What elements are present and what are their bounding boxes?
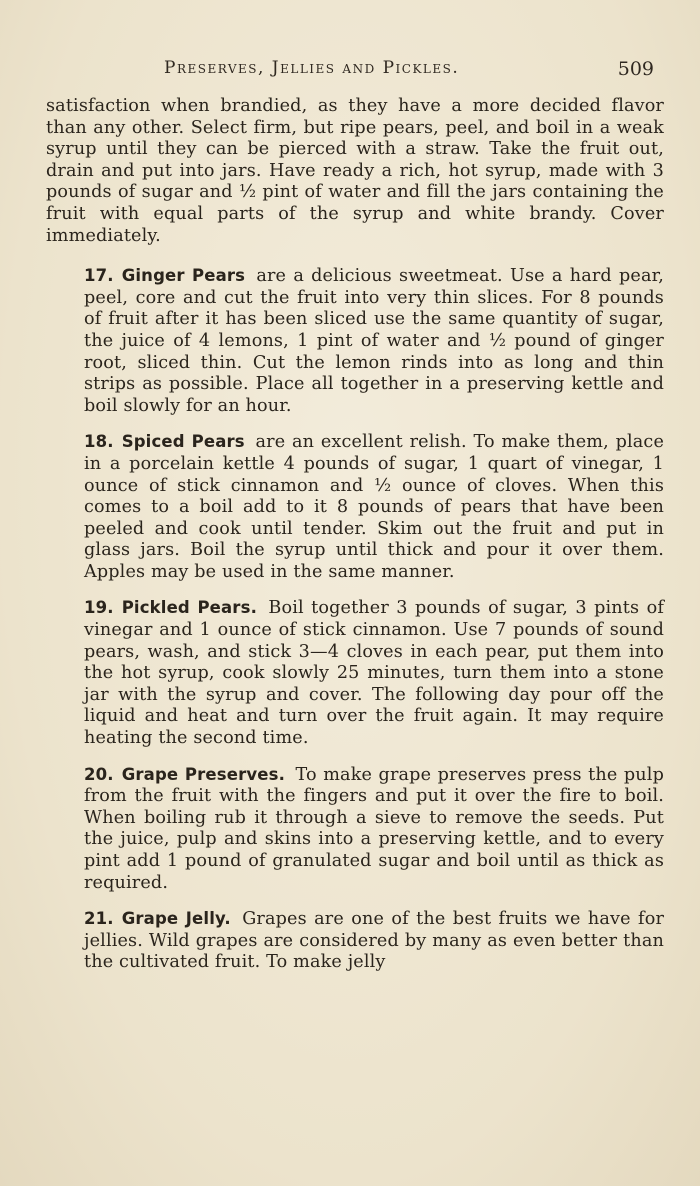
recipe-text: Grapes are one of the best fruits we have for jellies. Wild grapes are considered by many as even better than the cultivated fruit. To make jelly	[84, 909, 665, 973]
recipe-heading: Grape Preserves.	[121, 764, 285, 784]
recipe-number: 17.	[84, 266, 114, 286]
page-header	[0, 58, 700, 88]
recipe-heading: Ginger Pears	[121, 266, 246, 286]
page-body	[46, 96, 664, 988]
recipe-text: To make grape preserves press the pulp from the fruit with the fingers and put it over the fire to boil. When boiling rub it through a sieve to remove the seeds. Put the juice, pulp and skins into a preserving kettle, and to every pint add 1 pound of granulated sugar and boil until as thick as required.	[84, 764, 664, 893]
recipe-heading: Grape Jelly.	[121, 909, 231, 929]
recipe-heading: Spiced Pears	[121, 432, 245, 452]
paragraph-continued	[46, 96, 664, 247]
recipe-number: 20.	[84, 764, 114, 784]
recipe-pickled-pears	[46, 597, 664, 749]
recipe-spiced-pears	[46, 431, 664, 583]
recipe-grape-jelly	[46, 908, 664, 974]
recipe-ginger-pears	[46, 265, 664, 417]
page-number: 509	[617, 58, 654, 80]
running-head: Preserves, Jellies and Pickles.	[164, 58, 460, 78]
recipe-number: 18.	[84, 432, 114, 452]
paragraph-text: satisfaction when brandied, as they have a more decided flavor than any other. Select firm, but ripe pears, peel, and boil in a weak syrup until they can be pierced with a straw. Take the fruit out, drain and put into jars. Have ready a rich, hot syrup, made with 3 pounds of sugar and ½ pint of water and fill the jars containing the fruit with equal parts of the syrup and white brandy. Cover immediately.	[46, 96, 664, 246]
recipe-text: are an excellent relish. To make them, place in a porcelain kettle 4 pounds of sugar, 1 quart of vinegar, 1 ounce of stick cinnamon and ½ ounce of cloves. When this comes to a boil add to it 8 pounds of pears that have been peeled and cook until tender. Skim out the fruit and put in glass jars. Boil the syrup until thick and pour it over them. Apples may be used in the same manner.	[84, 432, 665, 582]
recipe-grape-preserves	[46, 764, 664, 895]
recipe-heading: Pickled Pears.	[121, 598, 257, 618]
recipe-text: Boil together 3 pounds of sugar, 3 pints of vinegar and 1 ounce of stick cinnamon. Use 7 pounds of sound pears, wash, and stick 3—4 cloves in each pear, put them into the hot syrup, cook slowly 25 minutes, turn them into a stone jar with the syrup and cover. The following day pour off the liquid and heat and turn over the fruit again. It may require heating the second time.	[84, 598, 664, 749]
recipe-number: 21.	[84, 909, 114, 929]
recipe-text: are a delicious sweetmeat. Use a hard pear, peel, core and cut the fruit into very thin slices. For 8 pounds of fruit after it has been sliced use the same quantity of sugar, the juice of 4 lemons, 1 pint of water and ½ pound of ginger root, sliced thin. Cut the lemon rinds into as long and thin strips as possible. Place all together in a preserving kettle and boil slowly for an hour.	[84, 266, 664, 416]
recipe-number: 19.	[84, 598, 114, 618]
